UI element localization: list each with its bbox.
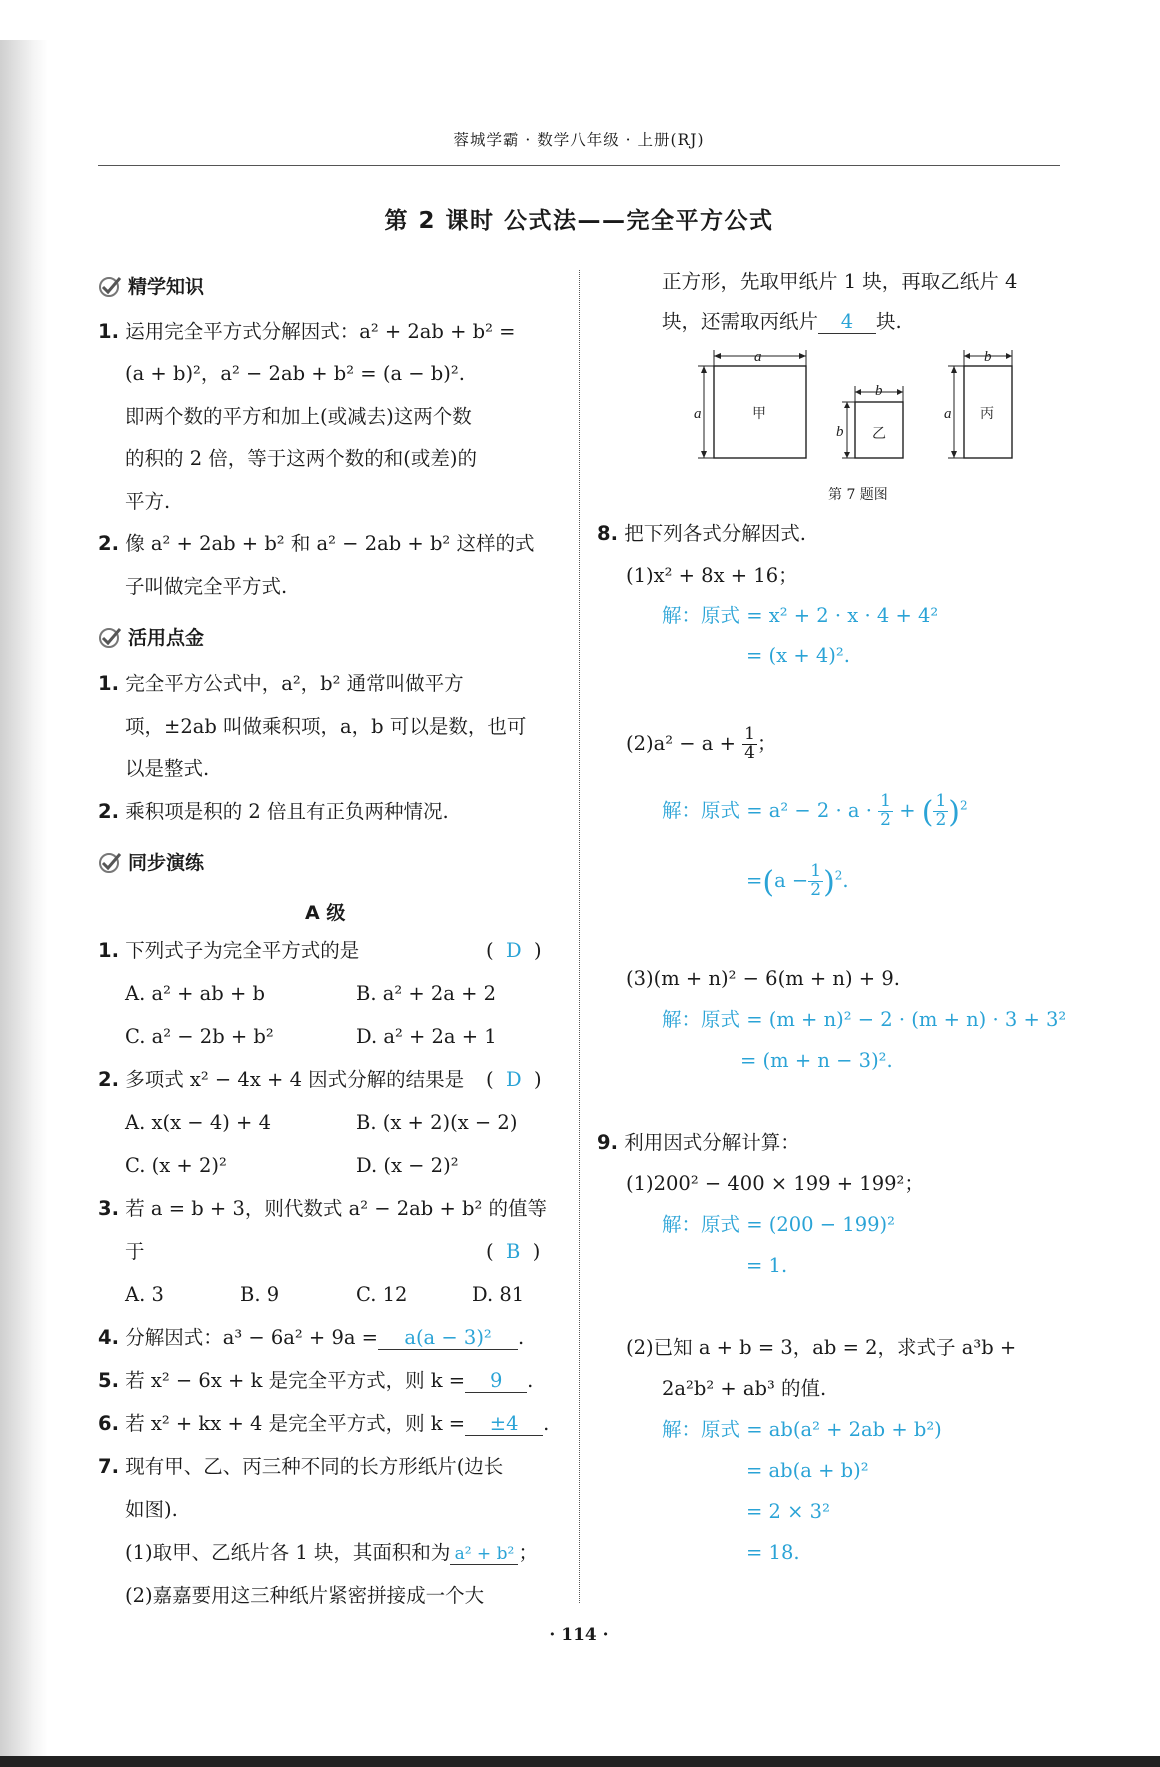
figure-caption: 第 7 题图	[828, 487, 888, 503]
question-6: 6. 若 x² + kx + 4 是完全平方式，则 k = ±4 .	[98, 1412, 550, 1435]
solution-line: = 18.	[746, 1541, 800, 1564]
question-1-answer: ( D )	[486, 939, 542, 962]
section-heading: 活用点金	[98, 623, 204, 650]
question-8-part-2: (2)a² − a + $\frac{1}{4}$ ；	[626, 724, 777, 763]
lesson-title: 第 2 课时 公式法——完全平方公式	[384, 208, 774, 234]
fig-yi: 乙	[872, 426, 886, 442]
checkmark-icon	[98, 851, 122, 873]
solution-line: = 1.	[746, 1254, 788, 1277]
question-7-part-2: (2)嘉嘉要用这三种纸片紧密拼接成一个大	[125, 1584, 485, 1607]
page-number: · 114 ·	[549, 1625, 609, 1645]
question-8-part-3: (3)(m + n)² − 6(m + n) + 9.	[626, 967, 900, 990]
option: C. (x + 2)²	[125, 1154, 227, 1177]
option: D. (x − 2)²	[356, 1154, 459, 1177]
option: B. a² + 2a + 2	[356, 982, 497, 1005]
answer-blank: a(a − 3)²	[378, 1326, 518, 1350]
answer-blank: 9	[465, 1369, 527, 1393]
question-4: 4. 分解因式：a³ − 6a² + 9a = a(a − 3)² .	[98, 1326, 525, 1349]
knowledge-1-line: 即两个数的平方和加上(或减去)这两个数	[125, 405, 472, 428]
checkmark-icon	[98, 275, 122, 297]
solution-line: 解：原式 = a² − 2 · a · $\frac{1}{2}$ + ( $\frac{1}{2}$ )$^2$	[662, 791, 968, 830]
question-9-part-2-line: 2a²b² + ab³ 的值.	[662, 1377, 827, 1400]
solution-line: = ab(a + b)²	[746, 1459, 869, 1482]
header-rule	[98, 165, 1060, 166]
knowledge-2-line: 子叫做完全平方式.	[125, 575, 288, 598]
fig-label-b: b	[875, 383, 883, 399]
knowledge-1: 1. 运用完全平方式分解因式：a² + 2ab + b² =	[98, 320, 516, 343]
tip-1: 1. 完全平方公式中，a²，b² 通常叫做平方	[98, 672, 464, 695]
question-7-line: 如图).	[125, 1498, 178, 1521]
option: D. 81	[472, 1283, 525, 1306]
answer-blank: a² + b²	[450, 1544, 518, 1565]
question-1: 1. 下列式子为完全平方式的是	[98, 939, 360, 962]
question-5: 5. 若 x² − 6x + k 是完全平方式，则 k = 9 .	[98, 1369, 534, 1392]
tip-2: 2. 乘积项是积的 2 倍且有正负两种情况.	[98, 800, 449, 823]
fig-label-a: a	[694, 406, 702, 422]
option: A. x(x − 4) + 4	[125, 1111, 271, 1134]
question-9-part-1: (1)200² − 400 × 199 + 199²；	[626, 1172, 924, 1195]
question-8-part-1: (1)x² + 8x + 16；	[626, 564, 798, 587]
question-7-part-1: (1)取甲、乙纸片各 1 块，其面积和为 a² + b² ；	[125, 1541, 538, 1564]
question-7-line: 块，还需取丙纸片 4 块.	[662, 310, 902, 333]
question-9-part-2: (2)已知 a + b = 3，ab = 2，求式子 a³b +	[626, 1336, 1017, 1359]
solution-line: =(a − $\frac{1}{2}$ )$^2$.	[746, 861, 849, 900]
option: C. a² − 2b + b²	[125, 1025, 274, 1048]
question-3-line: 于	[125, 1240, 145, 1263]
answer-blank: ±4	[465, 1412, 543, 1436]
knowledge-1-line: 平方.	[125, 490, 171, 513]
question-9: 9. 利用因式分解计算：	[597, 1131, 800, 1154]
question-2: 2. 多项式 x² − 4x + 4 因式分解的结果是	[98, 1068, 465, 1091]
option: B. 9	[240, 1283, 280, 1306]
section-heading: 精学知识	[98, 272, 204, 299]
fig-label-b: b	[836, 424, 844, 440]
solution-line: = (x + 4)².	[746, 644, 850, 667]
fig-label-a: a	[944, 406, 952, 422]
answer-blank: 4	[818, 310, 876, 334]
knowledge-1-line: (a + b)²，a² − 2ab + b² = (a − b)².	[125, 362, 465, 385]
solution-line: 解：原式 = ab(a² + 2ab + b²)	[662, 1418, 942, 1441]
option: D. a² + 2a + 1	[356, 1025, 497, 1048]
option: C. 12	[356, 1283, 408, 1306]
question-7: 7. 现有甲、乙、丙三种不同的长方形纸片(边长	[98, 1455, 504, 1478]
fig-bing: 丙	[980, 406, 994, 422]
solution-line: = (m + n − 3)².	[740, 1049, 893, 1072]
column-divider	[579, 270, 580, 1603]
fig-jia: 甲	[752, 406, 766, 422]
question-7-line: 正方形，先取甲纸片 1 块，再取乙纸片 4	[662, 270, 1018, 293]
question-3: 3. 若 a = b + 3，则代数式 a² − 2ab + b² 的值等	[98, 1197, 547, 1220]
tip-1-line: 项，±2ab 叫做乘积项，a，b 可以是数，也可	[125, 715, 527, 738]
page-edge-shadow	[0, 40, 48, 1767]
solution-line: = 2 × 3²	[746, 1500, 830, 1523]
tip-1-line: 以是整式.	[125, 757, 210, 780]
solution-line: 解：原式 = (200 − 199)²	[662, 1213, 895, 1236]
option: A. 3	[125, 1283, 164, 1306]
option: A. a² + ab + b	[125, 982, 265, 1005]
solution-line: 解：原式 = (m + n)² − 2 · (m + n) · 3 + 3²	[662, 1008, 1067, 1031]
solution-line: 解：原式 = x² + 2 · x · 4 + 4²	[662, 604, 939, 627]
fig-label-a: a	[754, 349, 762, 365]
fig-label-b: b	[984, 349, 992, 365]
level-label: A 级	[305, 902, 346, 924]
question-3-answer: ( B )	[486, 1240, 541, 1263]
checkmark-icon	[98, 626, 122, 648]
knowledge-2: 2. 像 a² + 2ab + b² 和 a² − 2ab + b² 这样的式	[98, 532, 535, 555]
question-2-answer: ( D )	[486, 1068, 542, 1091]
bottom-bar	[0, 1756, 1160, 1767]
option: B. (x + 2)(x − 2)	[356, 1111, 518, 1134]
section-heading: 同步演练	[98, 848, 204, 875]
running-header: 蓉城学霸 · 数学八年级 · 上册(RJ)	[453, 131, 705, 149]
q7-figure	[692, 348, 1032, 468]
question-8: 8. 把下列各式分解因式.	[597, 522, 806, 545]
knowledge-1-line: 的积的 2 倍，等于这两个数的和(或差)的	[125, 447, 478, 470]
